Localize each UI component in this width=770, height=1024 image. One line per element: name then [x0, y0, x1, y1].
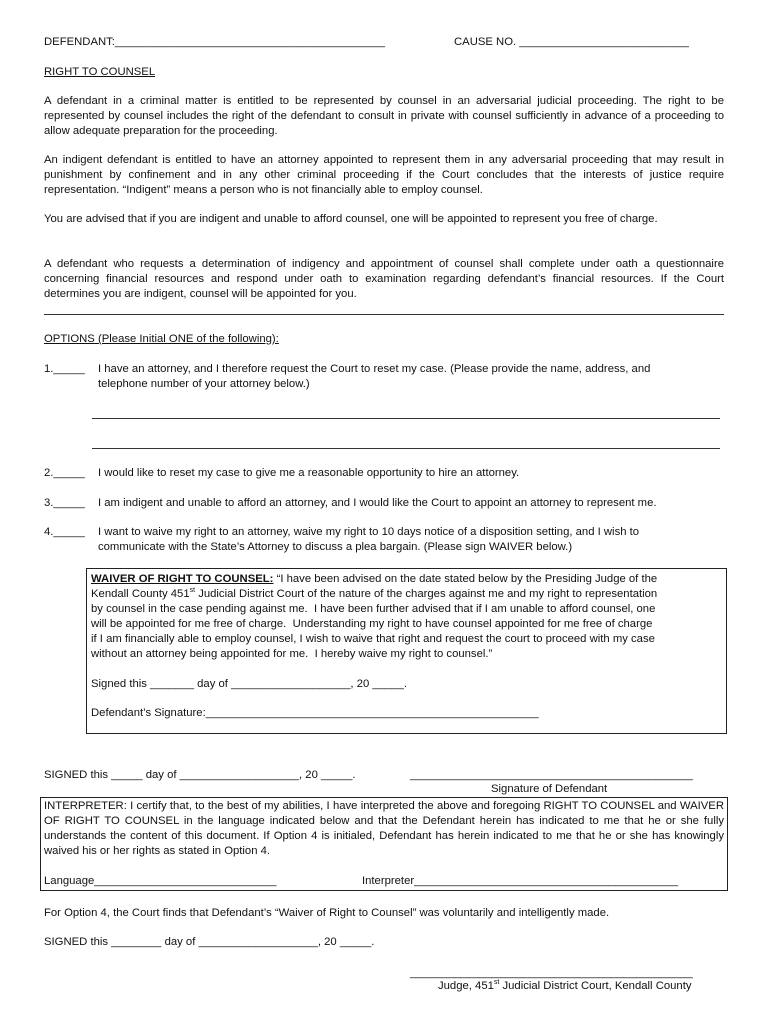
- interpreter-field: Interpreter__________________________________________: [362, 875, 678, 887]
- option-1-text-line-2: telephone number of your attorney below.): [98, 378, 310, 390]
- waiver-line-3: by counsel in the case pending against me. I have been further advised that if I am unable to afford counsel, one: [91, 603, 656, 615]
- counsel-paragraph-1: A defendant in a criminal matter is entitled to be represented by counsel in an adversarial judicial proceeding. The right to be represented by counsel includes the right of the defendant to consult in private with counsel sufficiently in advance of a proceeding to allow adequate preparation for the proceeding.: [44, 95, 724, 137]
- cause-number-field: CAUSE NO. ___________________________: [454, 36, 689, 48]
- waiver-sup: st: [189, 587, 196, 595]
- language-field: Language_____________________________: [44, 875, 277, 887]
- waiver-line-2: [91, 587, 657, 601]
- defendant-field: DEFENDANT:___________________________________________: [44, 36, 386, 48]
- judge-label-a: Judge, 451: [438, 980, 494, 992]
- attorney-info-line-1: [92, 418, 720, 419]
- waiver-line-1: [91, 572, 657, 586]
- options-heading: OPTIONS (Please Initial ONE of the following):: [44, 333, 279, 345]
- defendant-signature-label: Signature of Defendant: [491, 783, 608, 795]
- judge-label-b: Judicial District Court, Kendall County: [499, 980, 692, 992]
- court-finding: For Option 4, the Court finds that Defendant’s “Waiver of Right to Counsel” was voluntarily and intelligently made.: [44, 907, 610, 919]
- option-2-text: I would like to reset my case to give me a reasonable opportunity to hire an attorney.: [98, 467, 520, 479]
- defendant-signature-blank: _____________________________________________: [410, 769, 693, 781]
- waiver-text-2a: Kendall County 451: [91, 588, 190, 600]
- option-3-initial: 3._____: [44, 497, 85, 509]
- section-divider: [44, 314, 724, 315]
- option-2-initial: 2._____: [44, 467, 85, 479]
- option-4-text-line-1: I want to waive my right to an attorney, waive my right to 10 days notice of a disposition setting, and I wish to: [98, 526, 640, 538]
- court-signed-date: SIGNED this ________ day of ___________________, 20 _____.: [44, 936, 375, 948]
- attorney-info-line-2: [92, 448, 720, 449]
- option-4-text-line-2: communicate with the State’s Attorney to discuss a plea bargain. (Please sign WAIVER below.): [98, 541, 573, 553]
- waiver-line-6: without an attorney being appointed for me. I hereby waive my right to counsel.”: [91, 648, 493, 660]
- option-1-text-line-1: I have an attorney, and I therefore request the Court to reset my case. (Please provide the name, address, and: [98, 363, 651, 375]
- waiver-title: WAIVER OF RIGHT TO COUNSEL:: [91, 573, 274, 585]
- counsel-paragraph-4: A defendant who requests a determination of indigency and appointment of counsel shall complete under oath a questionnaire concerning financial resources and respond under oath to examination regarding defendant’s financial resources. If the Court determines you are indigent, counsel will be appointed for you.: [44, 258, 724, 300]
- judge-signature-blank: _____________________________________________: [410, 967, 693, 979]
- waiver-line-5: if I am financially able to employ counsel, I wish to waive that right and request the court to proceed with my case: [91, 633, 655, 645]
- counsel-paragraph-3: You are advised that if you are indigent and unable to afford counsel, one will be appointed to represent you free of charge.: [44, 213, 658, 225]
- counsel-paragraph-2: An indigent defendant is entitled to have an attorney appointed to represent them in any adversarial proceeding that may result in punishment by confinement and in any other criminal proceeding if the Court concludes that the interests of justice require representation. “Indigent” means a person who is not financially able to employ counsel.: [44, 154, 724, 196]
- option-4-initial: 4._____: [44, 526, 85, 538]
- defendant-signature-line: Defendant’s Signature:_____________________________________________________: [91, 707, 539, 719]
- waiver-signed-date: Signed this _______ day of ___________________, 20 _____.: [91, 678, 407, 690]
- waiver-text-2b: Judicial District Court of the nature of the charges against me and my right to representation: [195, 588, 658, 600]
- waiver-line-4: will be appointed for me free of charge. Understanding my right to have counsel appointed for me free of charge: [91, 618, 653, 630]
- interpreter-certification: INTERPRETER: I certify that, to the best of my abilities, I have interpreted the above and foregoing RIGHT TO COUNSEL and WAIVER OF RIGHT TO COUNSEL in the language indicated below and that the Defendant herein has indicated to me that he or she fully understands the content of this document. If Option 4 is initialed, Defendant has herein indicated to me that he or she has knowingly waived his or her rights as stated in Option 4.: [44, 800, 724, 857]
- option-3-text: I am indigent and unable to afford an attorney, and I would like the Court to appoint an attorney to represent me.: [98, 497, 657, 509]
- waiver-text-1: “I have been advised on the date stated below by the Presiding Judge of the: [273, 573, 658, 585]
- judge-label-sup: st: [493, 979, 500, 987]
- right-to-counsel-heading: RIGHT TO COUNSEL: [44, 66, 156, 78]
- signed-date-line: SIGNED this _____ day of ___________________, 20 _____.: [44, 769, 356, 781]
- option-1-initial: 1._____: [44, 363, 85, 375]
- judge-signature-label: [438, 979, 691, 993]
